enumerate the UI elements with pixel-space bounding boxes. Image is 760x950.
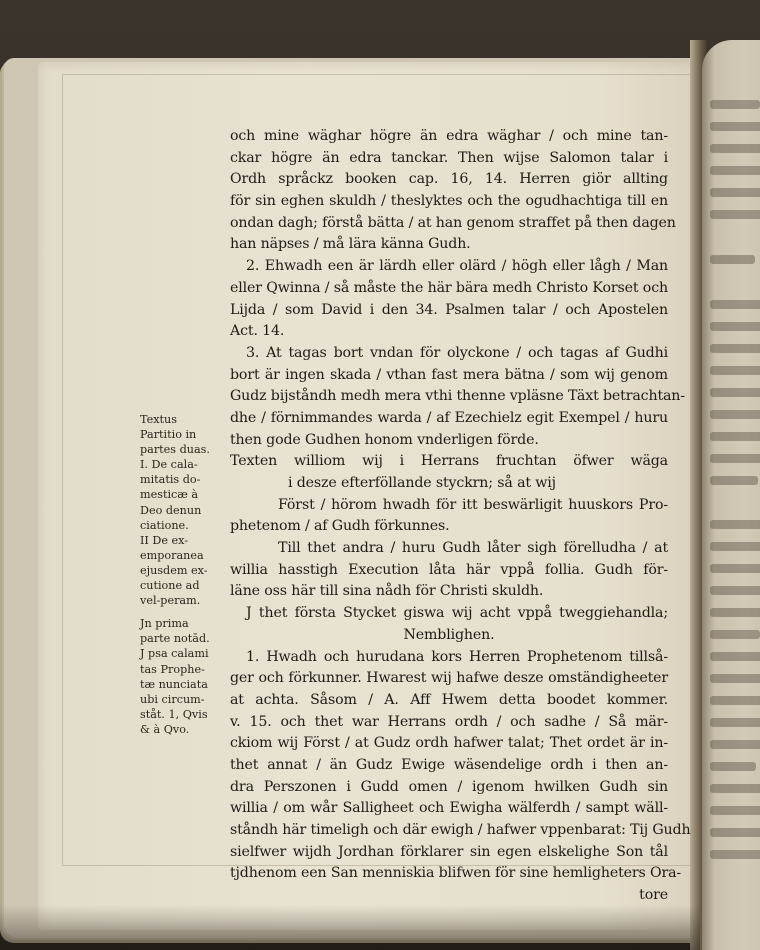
text-line: Till thet andra / huru Gudh låter sigh förelludha / at xyxy=(278,540,668,557)
text-line: för sin eghen skuldh / theslyktes och the ogudhachtiga till en xyxy=(230,193,668,210)
margin-note: Deo denun xyxy=(140,503,202,517)
margin-note: ubi circum- xyxy=(140,692,205,706)
margin-note: mitatis do- xyxy=(140,473,201,487)
facing-page-edge xyxy=(702,40,760,950)
catchword: tore xyxy=(639,887,668,904)
text-line: Gudz bijståndh medh mera vthi thenne vpläsne Täxt betrachtan- xyxy=(230,388,685,405)
text-line: then gode Gudhen honom vnderligen förde. xyxy=(230,431,539,448)
text-line: at achta. Såsom / A. Aff Hwem detta boodet kommer. xyxy=(230,691,668,708)
text-line: ståndh här timeligh och där ewigh / hafwer vppenbarat: Tij Gudh xyxy=(230,822,691,838)
text-line: han näpses / må lära känna Gudh. xyxy=(230,236,471,253)
text-line: 3. At tagas bort vndan för olyckone / och tagas af Gudhi xyxy=(246,344,668,361)
text-line: Först / hörom hwadh för itt beswärligit huuskors Pro- xyxy=(278,496,668,513)
bottom-shadow xyxy=(0,905,700,950)
margin-note: tæ nunciata xyxy=(140,677,208,691)
text-line: dra Perszonen i Gudd omen / igenom hwilken Gudh sin xyxy=(230,778,668,795)
text-line: och mine wäghar högre än edra wäghar / och mine tan- xyxy=(230,128,668,144)
margin-note: tas Prophe- xyxy=(140,662,205,676)
text-line: Ordh språckz booken cap. 16, 14. Herren giör allting xyxy=(230,171,668,188)
text-line: Act. 14. xyxy=(230,323,285,340)
margin-note: J psa calami xyxy=(140,647,209,661)
text-line: ondan dagh; förstå bätta / at han genom straffet på then dagen xyxy=(230,214,676,231)
text-line: läne oss här till sina nådh för Christi skuldh. xyxy=(230,583,544,600)
margin-note: mesticæ à xyxy=(140,488,199,502)
text-line: dhe / förnimmandes warda / af Ezechielz egit Exempel / huru xyxy=(230,409,668,426)
margin-note: ciatione. xyxy=(140,518,189,532)
margin-note: & à Qvo. xyxy=(140,722,190,736)
margin-note: ejusdem ex- xyxy=(140,563,208,577)
text-line: tjdhenom een San menniskia blifwen för sine hemligheters Ora- xyxy=(230,865,682,882)
margin-note: Partitio in xyxy=(140,428,197,442)
text-line: Texten williom wij i Herrans fruchtan öfwer wäga xyxy=(230,453,668,470)
margin-note: cutione ad xyxy=(140,579,200,593)
text-line: ckiom wij Först / at Gudz ordh hafwer talat; Thet ordet är in- xyxy=(230,735,668,752)
margin-note: vel-peram. xyxy=(140,594,201,608)
text-line: J thet första Stycket giswa wij acht vppå tweggiehandla; xyxy=(246,605,668,622)
margin-note: emporanea xyxy=(140,548,204,562)
text-line: 1. Hwadh och hurudana kors Herren Prophetenom tillså- xyxy=(246,648,668,665)
text-line: sielfwer wijdh Jordhan förklarer sin egen elskelighe Son tål xyxy=(230,843,668,860)
text-line: v. 15. och thet war Herrans ordh / och sadhe / Så mär- xyxy=(230,713,668,730)
text-line: phetenom / af Gudh förkunnes. xyxy=(230,518,450,535)
text-line: bort är ingen skada / vthan fast mera bätna / som wij genom xyxy=(230,366,668,383)
margin-notes xyxy=(140,412,238,737)
text-line: Nemblighen. xyxy=(403,626,495,643)
text-line: ger och förkunner. Hwarest wij hafwe desze omständigheeter xyxy=(230,670,668,687)
text-line: i desze efterföllande styckrn; så at wij xyxy=(288,475,556,491)
margin-note: II De ex- xyxy=(140,533,189,547)
margin-note: I. De cala- xyxy=(140,458,198,472)
text-line: 2. Ehwadh een är lärdh eller olärd / högh eller lågh / Man xyxy=(246,258,668,275)
margin-note: parte notād. xyxy=(140,632,210,646)
text-line: willia hasstigh Execution låta här vppå follia. Gudh för- xyxy=(230,561,668,578)
text-line: Lijda / som David i den 34. Psalmen talar / och Apostelen xyxy=(230,301,668,318)
margin-note: Textus xyxy=(140,413,177,426)
text-line: thet annat / än Gudz Ewige wäsendelige ordh i then an- xyxy=(230,756,668,773)
main-text-block xyxy=(230,126,691,907)
margin-note: Jn prima xyxy=(140,617,189,631)
margin-note: partes duas. xyxy=(140,443,210,457)
text-line: eller Qwinna / så måste the här bära medh Christo Korset och xyxy=(230,279,668,296)
text-line: ckar högre än edra tanckar. Then wijse Salomon talar i xyxy=(230,149,668,166)
text-line: willia / om wår Salligheet och Ewigha wälferdh / sampt wäll- xyxy=(230,800,668,817)
margin-note: ståt. 1, Qvis xyxy=(140,707,208,721)
